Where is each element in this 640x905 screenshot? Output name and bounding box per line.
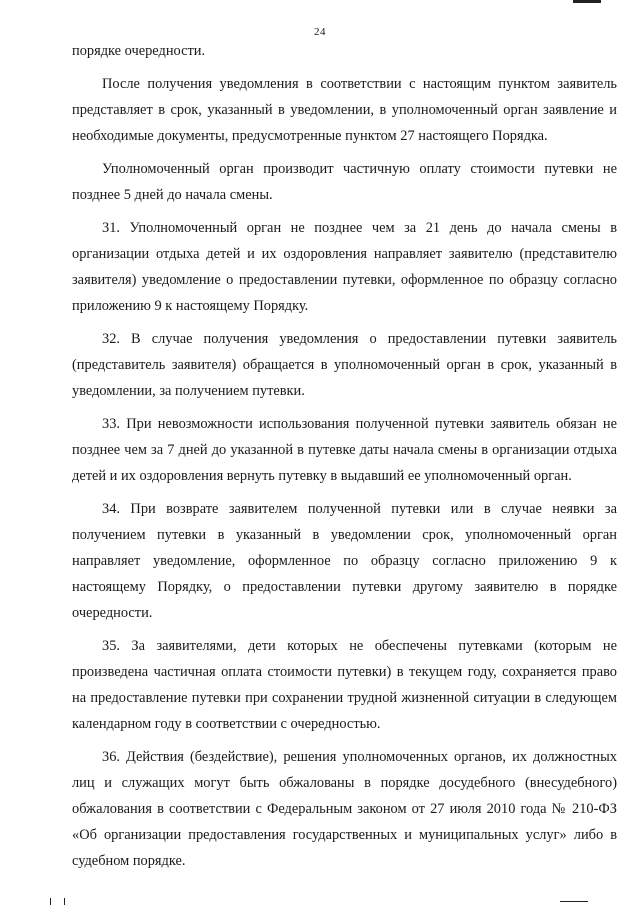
paragraph-36: 36. Действия (бездействие), решения уполномоченных органов, их должностных лиц и служащих могут быть обжалованы в порядке досудебного (внесудебного) обжалования в соответствии с Федеральным законом от 27 июля 2010 года № 210-ФЗ «Об организации предоставления государственных и муниципальных услуг» либо в судебном порядке. <box>72 749 617 869</box>
paragraph-31: 31. Уполномоченный орган не позднее чем за 21 день до начала смены в организации отдыха детей и их оздоровления направляет заявителю (представителю заявителя) уведомление о предоставлении путевки, оформленное по образцу согласно приложению 9 к настоящему Порядку. <box>72 220 617 314</box>
scan-mark-bottom-left <box>50 898 51 905</box>
scan-mark-bottom-right <box>560 901 588 902</box>
paragraph-continuation: порядке очередности. <box>72 43 206 59</box>
page-number: 24 <box>314 26 326 38</box>
scan-mark-bottom-left-2 <box>64 898 65 905</box>
scan-mark-top-right <box>573 0 601 3</box>
paragraph-34: 34. При возврате заявителем полученной путевки или в случае неявки за получением путевки в указанный в уведомлении срок, уполномоченный орган направляет уведомление, оформленное по образцу согласно приложению 9 к настоящему Порядку, о предоставлении путевки другому заявителю в порядке очередности. <box>72 501 617 621</box>
paragraph-32: 32. В случае получения уведомления о предоставлении путевки заявитель (представитель заявителя) обращается в уполномоченный орган в срок, указанный в уведомлении, за получением путевки. <box>72 331 617 399</box>
paragraph-35: 35. За заявителями, дети которых не обеспечены путевками (которым не произведена частичная оплата стоимости путевки) в текущем году, сохраняется право на предоставление путевки при сохранении трудной жизненной ситуации в следующем календарном году в соответствии с очередностью. <box>72 638 617 732</box>
paragraph-notification-docs: После получения уведомления в соответствии с настоящим пунктом заявитель представляет в срок, указанный в уведомлении, в уполномоченный орган заявление и необходимые документы, предусмотренные пунктом 27 настоящего Порядка. <box>72 76 617 144</box>
paragraph-partial-payment: Уполномоченный орган производит частичную оплату стоимости путевки не позднее 5 дней до начала смены. <box>72 161 617 203</box>
document-body <box>72 38 617 881</box>
paragraph-33: 33. При невозможности использования полученной путевки заявитель обязан не позднее чем за 7 дней до указанной в путевке даты начала смены в организации отдыха детей и их оздоровления вернуть путевку в выдавший ее уполномоченный орган. <box>72 416 617 484</box>
